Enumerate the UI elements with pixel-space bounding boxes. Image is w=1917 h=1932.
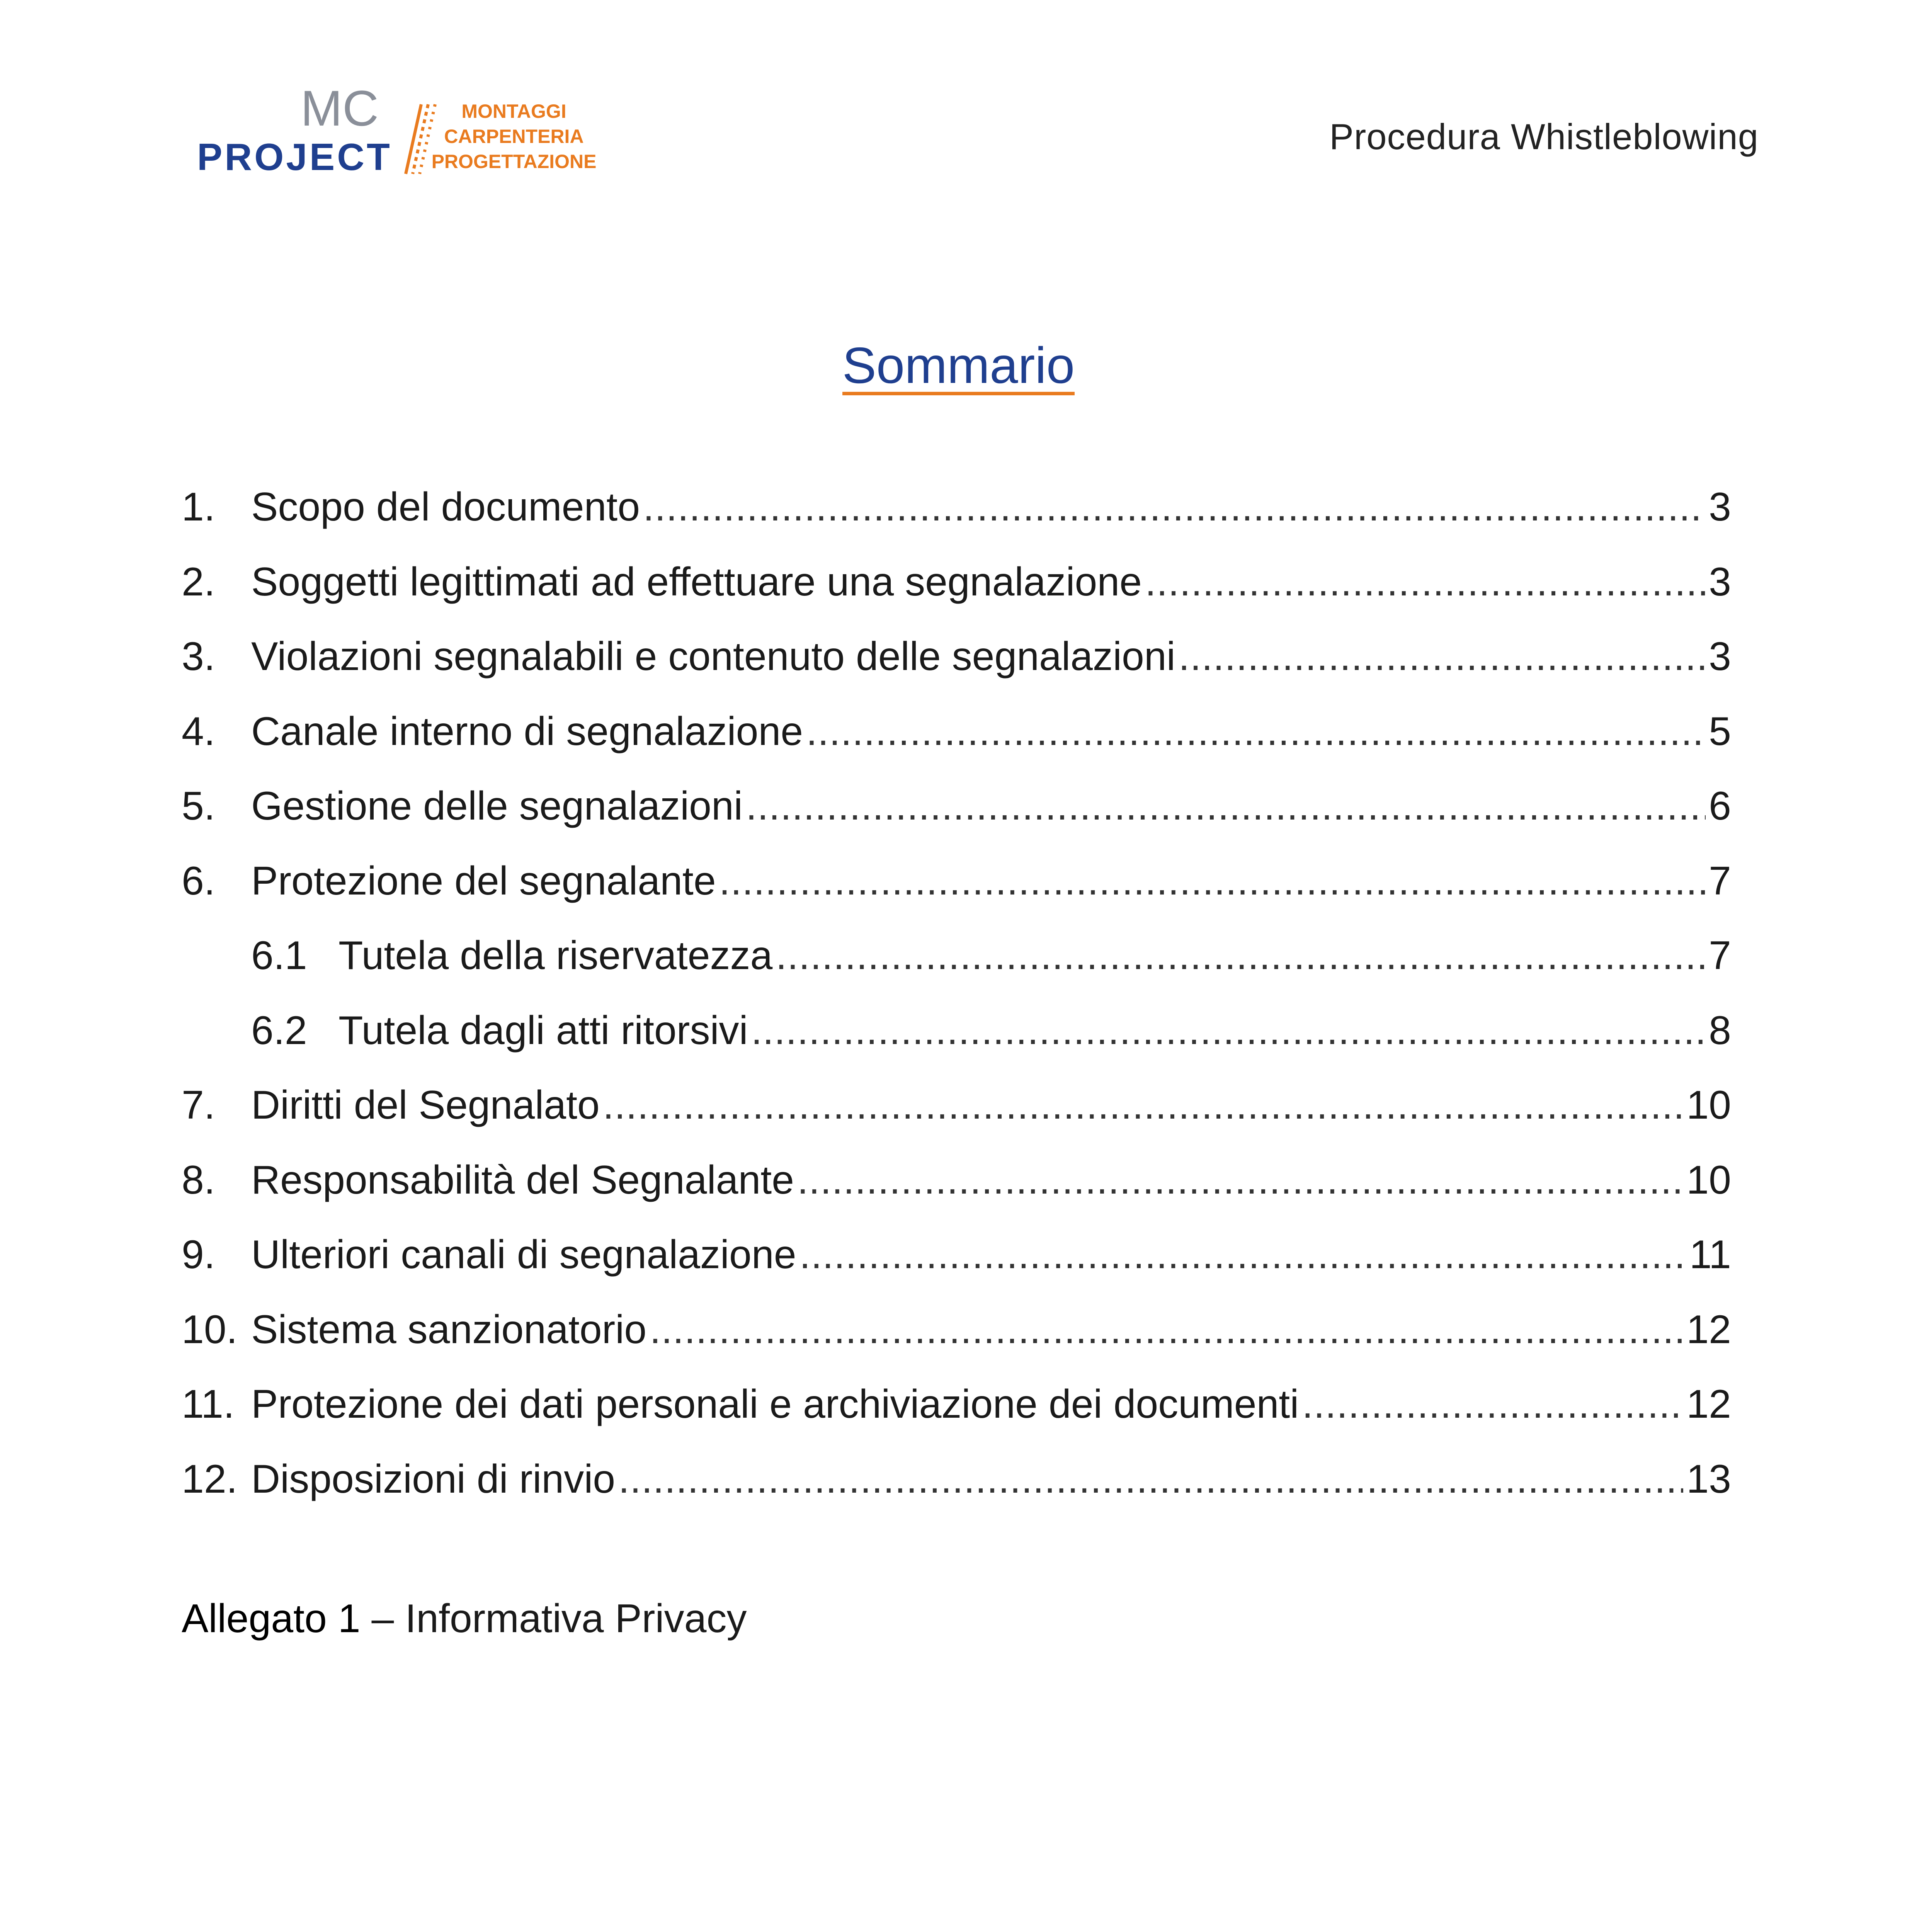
toc-entry-label: Canale interno di segnalazione [251,709,803,754]
toc-dot-leader [719,857,1706,905]
toc-entry-page: 3 [1709,634,1731,679]
toc-entry[interactable] [182,857,1731,932]
toc-subentry[interactable] [182,932,1731,1007]
toc-entry-number: 11. [182,1382,235,1427]
toc-entry-number: 12. [182,1456,238,1502]
toc-dot-leader [618,1455,1683,1503]
toc-entry-number: 7. [182,1083,215,1128]
toc-entry-page: 7 [1709,858,1731,903]
toc-entry[interactable] [182,1156,1731,1231]
toc-entry-page: 3 [1709,485,1731,529]
toc-dot-leader [799,1231,1686,1279]
logo-project: PROJECT [197,136,392,178]
table-of-contents [182,483,1731,1530]
toc-entry-page: 6 [1709,784,1731,828]
toc-entry-page: 12 [1686,1382,1731,1427]
toc-entry-number: 8. [182,1157,215,1202]
logo-mc: MC [300,89,379,136]
toc-dot-leader [746,782,1706,830]
toc-dot-leader [776,932,1706,980]
logo-line-1: MONTAGGI [461,100,566,122]
toc-entry-page: 10 [1686,1083,1731,1128]
toc-entry-label: Responsabilità del Segnalante [251,1157,794,1202]
toc-heading [0,337,1917,395]
toc-entry-label: Tutela dagli atti ritorsivi [338,1008,748,1053]
company-logo-graphic [197,89,661,189]
toc-heading-text: Sommario [842,340,1075,395]
toc-entry-label: Soggetti legittimati ad effettuare una segnalazione [251,559,1142,604]
toc-dot-leader [603,1081,1683,1129]
toc-entry-label: Tutela della riservatezza [338,933,773,978]
toc-dot-leader [797,1156,1683,1204]
toc-entry-label: Ulteriori canali di segnalazione [251,1232,796,1277]
annex-label: Allegato 1 [182,1596,361,1641]
toc-entry-label: Scopo del documento [251,485,640,529]
company-logo [197,89,661,189]
toc-entry-page: 11 [1689,1232,1731,1277]
logo-line-3: PROGETTAZIONE [431,151,597,172]
toc-entry-label: Protezione del segnalante [251,858,716,903]
toc-entry[interactable] [182,483,1731,558]
toc-dot-leader [1145,558,1706,606]
toc-entry[interactable] [182,707,1731,782]
logo-gear-icon [406,104,435,174]
toc-dot-leader [1302,1380,1683,1429]
toc-entry-page: 8 [1709,1008,1731,1053]
toc-entry-page: 7 [1709,933,1731,978]
toc-entry-page: 10 [1686,1157,1731,1202]
toc-entry-label: Gestione delle segnalazioni [251,784,743,828]
annex-text: – Informativa Privacy [360,1596,747,1641]
toc-entry-label: Protezione dei dati personali e archiviazione dei documenti [251,1382,1299,1427]
toc-entry-number: 2. [182,559,215,604]
toc-entry-number: 4. [182,709,215,754]
toc-entry[interactable] [182,1306,1731,1381]
toc-entry[interactable] [182,1081,1731,1156]
toc-entry-page: 5 [1709,709,1731,754]
toc-entry-label: Sistema sanzionatorio [251,1307,647,1352]
toc-entry-number: 6. [182,858,215,903]
document-title: Procedura Whistleblowing [1329,116,1759,157]
annex-reference [182,1596,747,1642]
toc-dot-leader [751,1007,1706,1055]
toc-entry[interactable] [182,782,1731,857]
toc-entry-label: Disposizioni di rinvio [251,1456,616,1502]
toc-entry[interactable] [182,1455,1731,1530]
toc-dot-leader [650,1306,1683,1354]
toc-entry-page: 12 [1686,1307,1731,1352]
toc-entry-number: 6.1 [251,933,307,978]
toc-dot-leader [806,707,1706,756]
toc-dot-leader [1179,633,1706,681]
toc-entry-number: 3. [182,634,215,679]
toc-entry[interactable] [182,1380,1731,1455]
logo-line-2: CARPENTERIA [444,126,584,147]
toc-entry-number: 9. [182,1232,215,1277]
toc-entry-label: Violazioni segnalabili e contenuto delle segnalazioni [251,634,1175,679]
toc-entry-number: 1. [182,485,215,529]
toc-dot-leader [643,483,1706,531]
toc-entry[interactable] [182,633,1731,707]
toc-entry-number: 10. [182,1307,238,1352]
toc-entry-label: Diritti del Segnalato [251,1083,600,1128]
toc-subentry[interactable] [182,1007,1731,1082]
toc-entry[interactable] [182,1231,1731,1306]
toc-entry-number: 6.2 [251,1008,307,1053]
toc-entry-page: 13 [1686,1456,1731,1502]
toc-entry[interactable] [182,558,1731,633]
toc-entry-page: 3 [1709,559,1731,604]
toc-entry-number: 5. [182,784,215,828]
